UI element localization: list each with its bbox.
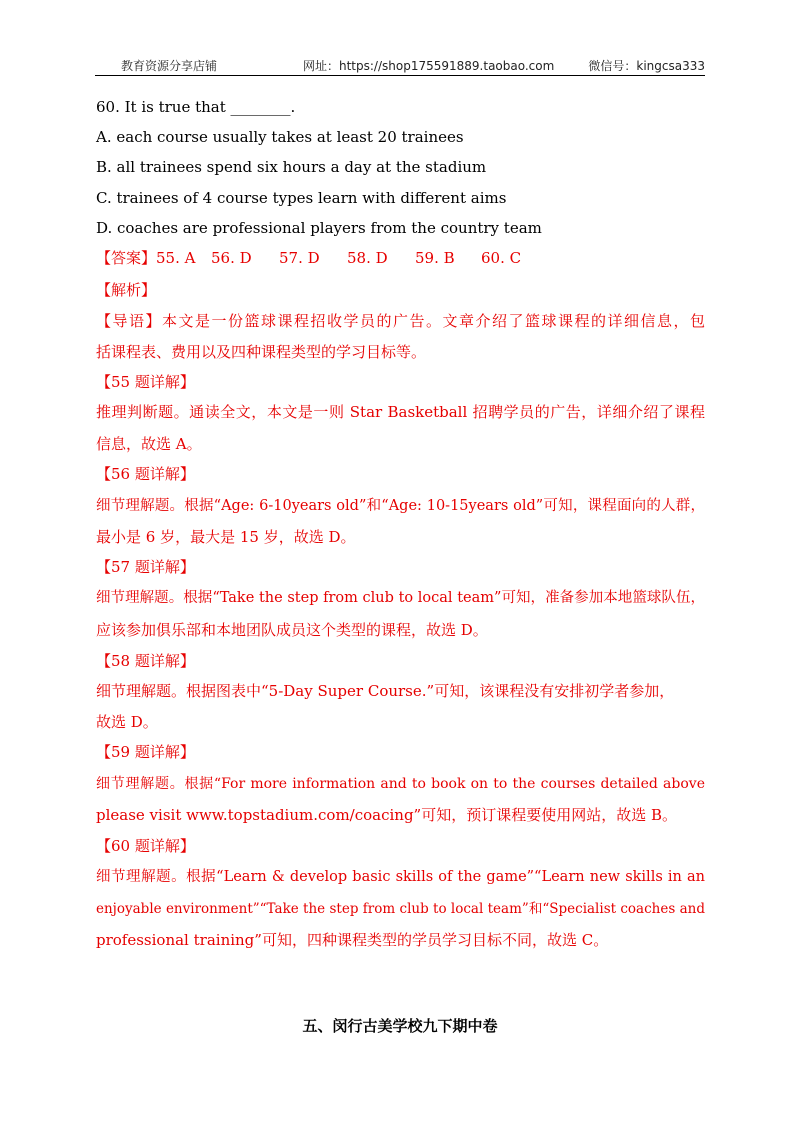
option-c: C. trainees of 4 course types learn with different aims: [96, 189, 507, 207]
analysis-label: 【解析】: [96, 281, 157, 299]
q56-line: 细节理解题。根据“Age: 6-10years old”和“Age: 10-15years old”可知，课程面向的人群，: [96, 498, 705, 514]
q57-line: 细节理解题。根据“Take the step from club to local team”可知，准备参加本地篮球队伍，: [96, 590, 705, 606]
q57-title: 【57 题详解】: [96, 558, 195, 576]
q55-line: 信息，故选 A。: [96, 435, 202, 453]
q57-line: 应该参加俱乐部和本地团队成员这个类型的课程，故选 D。: [96, 621, 488, 639]
q55-line: 推理判断题。通读全文，本文是一则 Star Basketball 招聘学员的广告，详细介绍了课程: [96, 403, 705, 421]
intro-line: 括课程表、费用以及四种课程类型的学习目标等。: [96, 343, 427, 361]
q58-line: 细节理解题。根据图表中“5-Day Super Course.”可知，该课程没有安排初学者参加，: [96, 682, 675, 700]
q58-line: 故选 D。: [96, 713, 158, 731]
q56-title: 【56 题详解】: [96, 465, 195, 483]
option-b: B. all trainees spend six hours a day at the stadium: [96, 158, 487, 176]
section-title: 五、闵行古美学校九下期中卷: [302, 1017, 498, 1035]
option-d: D. coaches are professional players from the country team: [96, 219, 542, 237]
answer-item: 60. C: [481, 249, 522, 267]
q59-line: 细节理解题。根据“For more information and to book on to the courses detailed above: [96, 776, 705, 792]
q60-title: 【60 题详解】: [96, 837, 195, 855]
intro-line: 【导语】本文是一份篮球课程招收学员的广告。文章介绍了篮球课程的详细信息，包: [96, 312, 705, 330]
answer-item: 57. D: [279, 249, 320, 267]
q56-line: 最小是 6 岁，最大是 15 岁，故选 D。: [96, 528, 356, 546]
answer-line: [96, 248, 521, 268]
answer-item: 58. D: [347, 249, 388, 267]
header-shop-name: 教育资源分享店铺: [121, 59, 218, 73]
q60-line: professional training”可知，四种课程类型的学员学习目标不同，故选 C。: [96, 931, 609, 949]
page-header: [95, 58, 705, 76]
header-wechat: 微信号：kingcsa333: [588, 59, 705, 73]
header-url: 网址：https://shop175591889.taobao.com: [303, 59, 555, 73]
q59-line: please visit www.topstadium.com/coacing”可知，预订课程要使用网站，故选 B。: [96, 806, 678, 824]
q55-title: 【55 题详解】: [96, 373, 195, 391]
option-a: A. each course usually takes at least 20 trainees: [96, 128, 464, 146]
q60-line: enjoyable environment”“Take the step from club to local team”和“Specialist coaches and: [96, 901, 705, 917]
q58-title: 【58 题详解】: [96, 652, 195, 670]
answer-item: 59. B: [415, 249, 455, 267]
answer-label: 【答案】: [96, 249, 157, 267]
answer-item: 55. A: [156, 249, 196, 267]
answer-item: 56. D: [211, 249, 252, 267]
q59-title: 【59 题详解】: [96, 743, 195, 761]
q60-line: 细节理解题。根据“Learn & develop basic skills of the game”“Learn new skills in an: [96, 869, 705, 885]
question-stem: 60. It is true that ________.: [96, 98, 296, 116]
